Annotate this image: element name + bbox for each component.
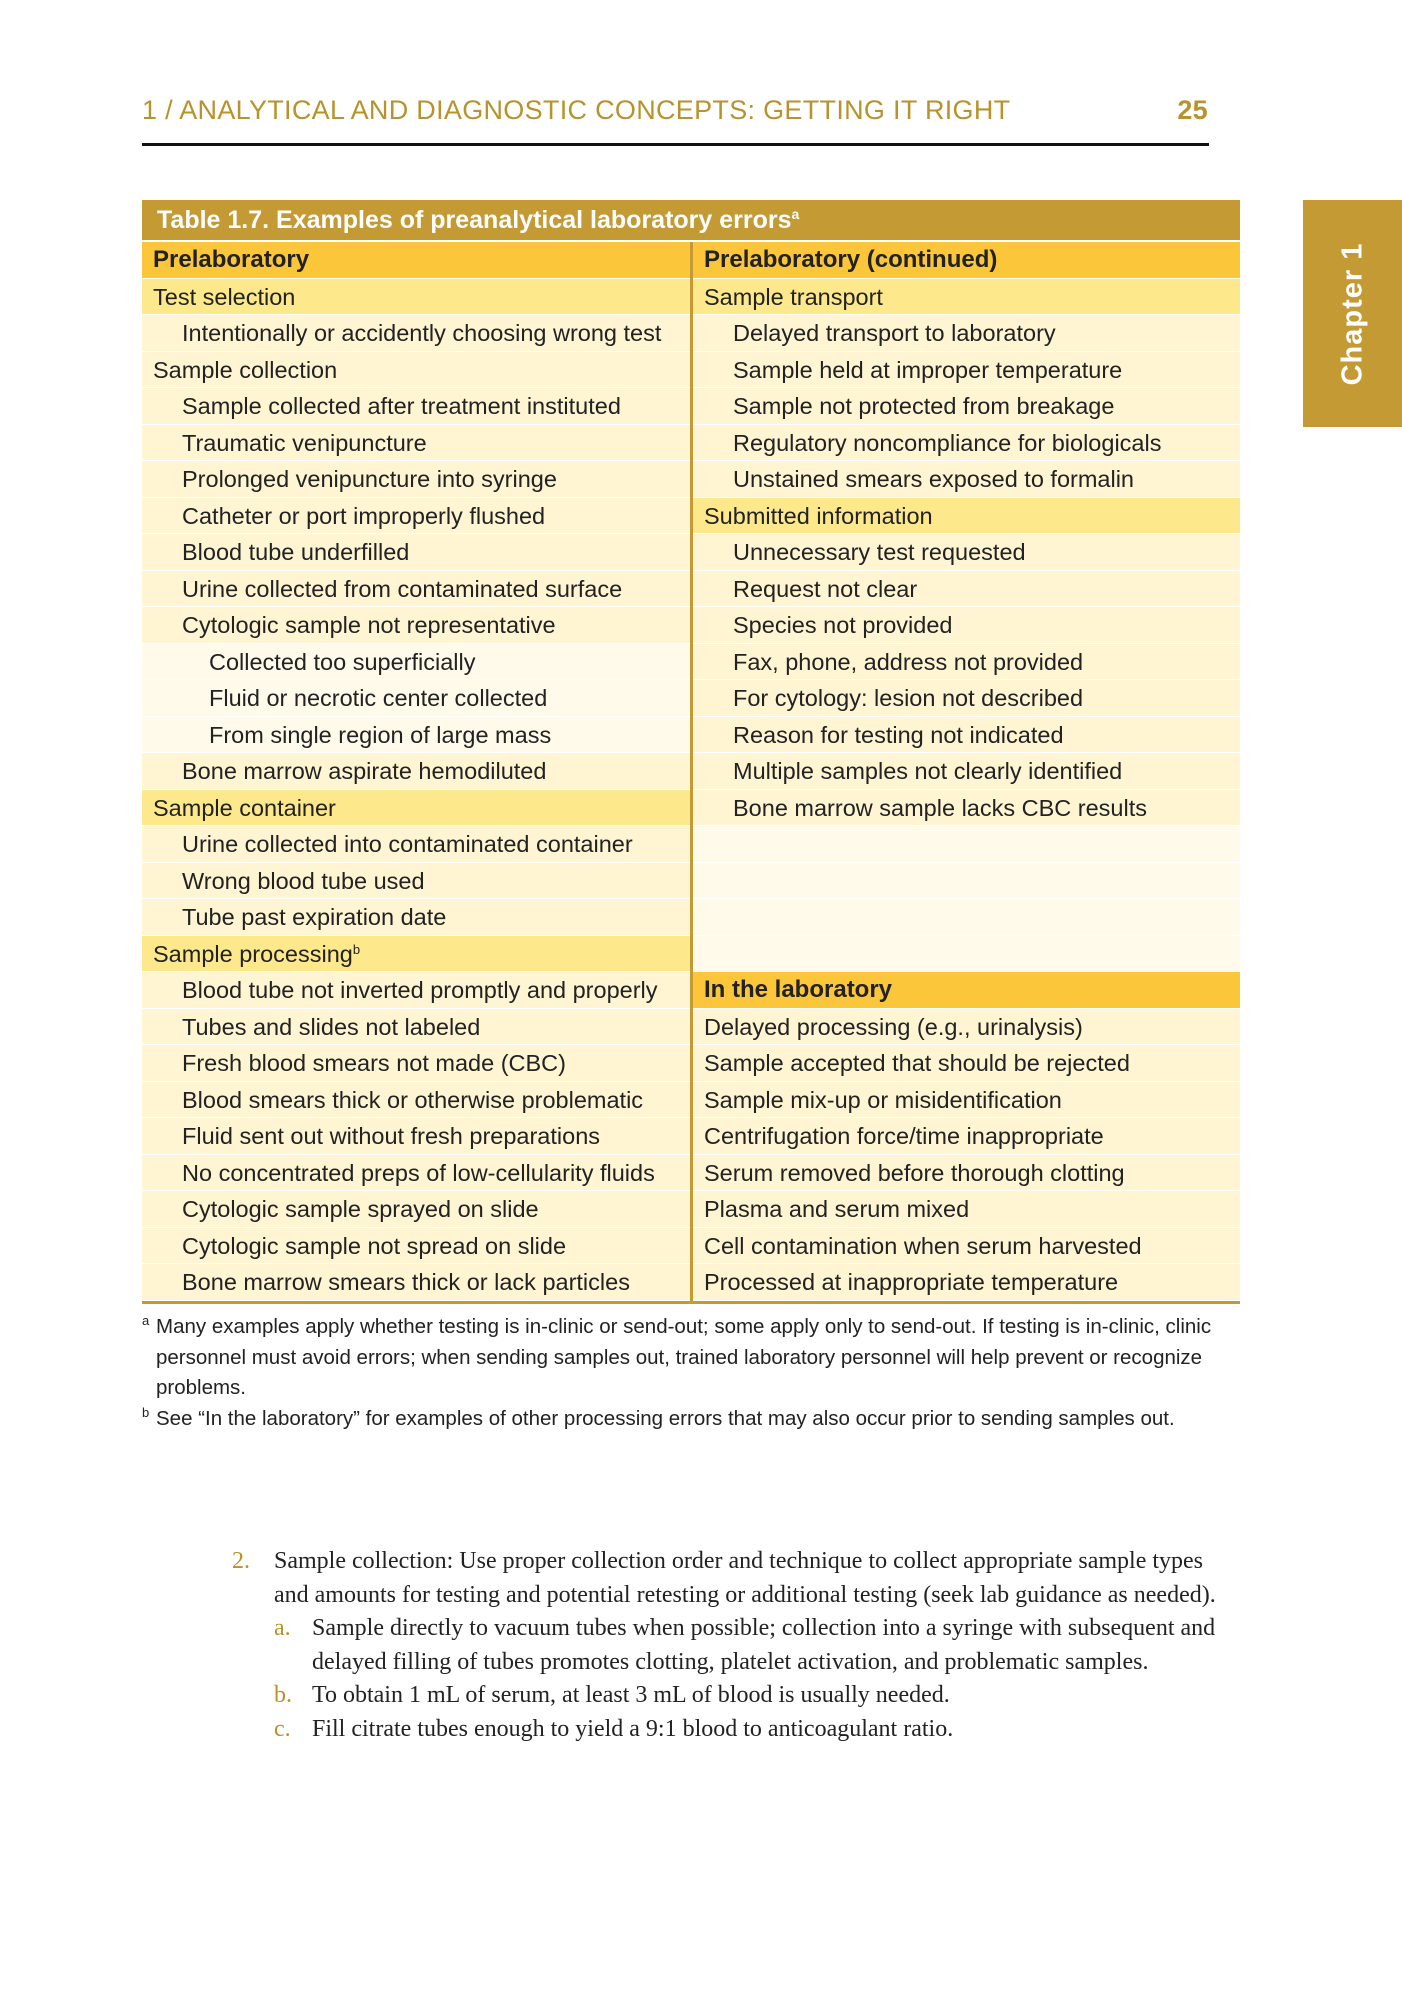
table-cell-text: From single region of large mass <box>209 721 552 748</box>
table-cell-text: Sample container <box>153 794 336 821</box>
errors-table <box>142 200 1240 1304</box>
table-cell-text: No concentrated preps of low-cellularity fluids <box>182 1159 655 1186</box>
footnote-a-text: Many examples apply whether testing is in-clinic or send-out; some apply only to send-out. If testing is in-clinic, clinic personnel must avoid errors; when sending samples out, trained laboratory personnel will help prevent or recognize problems. <box>156 1315 1212 1399</box>
table-cell-text: For cytology: lesion not described <box>733 685 1084 711</box>
table-empty-cell <box>693 826 1240 863</box>
table-row <box>693 753 1240 790</box>
table-cell-text: In the laboratory <box>704 976 893 1003</box>
footnote-a-mark: a <box>142 1313 150 1328</box>
table-row <box>142 498 690 535</box>
body-text <box>232 1545 1222 1746</box>
table-row <box>693 717 1240 754</box>
table-cell-text: Cytologic sample not representative <box>182 612 556 638</box>
table-cell-text: Cytologic sample sprayed on slide <box>182 1196 539 1222</box>
table-cell-text: Sample accepted that should be rejected <box>704 1050 1130 1076</box>
table-row <box>142 899 690 936</box>
table-caption-text: Table 1.7. Examples of preanalytical laboratory errors <box>157 206 792 234</box>
table-cell-text: Reason for testing not indicated <box>733 721 1064 748</box>
table-cell-text: Blood smears thick or otherwise problematic <box>182 1086 644 1113</box>
table-cell-text: Request not clear <box>733 575 918 602</box>
table-row <box>142 425 690 462</box>
table-row <box>693 1009 1240 1046</box>
table-row <box>693 790 1240 827</box>
table-row <box>142 1191 690 1228</box>
table-caption-footnote-mark: a <box>791 206 800 222</box>
table-row <box>142 680 690 717</box>
table-row <box>693 315 1240 352</box>
table-row <box>142 826 690 863</box>
table-cell-text: Plasma and serum mixed <box>704 1196 970 1222</box>
table-row <box>693 425 1240 462</box>
table-cell-text: Bone marrow smears thick or lack particles <box>182 1269 630 1295</box>
table-row <box>142 571 690 608</box>
list-item-text: Sample collection: Use proper collection order and technique to collect appropriate sample types and amounts for testing and potential retesting or additional testing (seek lab guidance as needed). <box>274 1548 1216 1608</box>
table-row <box>142 534 690 571</box>
table-cell-text: Urine collected from contaminated surface <box>182 575 623 602</box>
table-row <box>693 972 1240 1009</box>
table-row <box>142 936 690 973</box>
table-cell-text: Wrong blood tube used <box>182 867 425 894</box>
sub-item-b-label: b. <box>274 1682 292 1708</box>
table-cell-text: Sample collection <box>153 356 338 383</box>
table-cell-text: Submitted information <box>704 502 933 529</box>
table-row <box>693 644 1240 681</box>
list-item-number: 2. <box>232 1548 250 1574</box>
table-cell-text: Fax, phone, address not provided <box>733 648 1084 675</box>
page-number: 25 <box>1177 95 1208 125</box>
sub-item-a-label: a. <box>274 1615 291 1641</box>
table-row <box>142 1045 690 1082</box>
table-empty-cell <box>693 863 1240 900</box>
table-row <box>142 1009 690 1046</box>
sub-item-a <box>274 1612 1222 1679</box>
table-cell-text: Centrifugation force/time inappropriate <box>704 1123 1104 1149</box>
table-cell-text: Delayed transport to laboratory <box>733 320 1056 346</box>
table-row <box>142 279 690 316</box>
table-cell-text: Sample processing <box>153 940 353 967</box>
table-row <box>693 352 1240 389</box>
table-cell-text: Prolonged venipuncture into syringe <box>182 466 557 492</box>
sub-item-b-text: To obtain 1 mL of serum, at least 3 mL of blood is usually needed. <box>312 1682 950 1708</box>
sub-item-c <box>274 1713 1222 1747</box>
right-column-header: Prelaboratory (continued) <box>693 242 1240 279</box>
sub-item-c-text: Fill citrate tubes enough to yield a 9:1 blood to anticoagulant ratio. <box>312 1715 954 1742</box>
table-row <box>693 534 1240 571</box>
table-empty-cell <box>693 936 1240 973</box>
table-cell-text: Serum removed before thorough clotting <box>704 1159 1125 1186</box>
footnote-b-mark: b <box>142 1404 150 1420</box>
footnote-mark: b <box>352 941 361 957</box>
table-cell-text: Urine collected into contaminated container <box>182 831 633 857</box>
table-row <box>693 1228 1240 1265</box>
table-row <box>142 1264 690 1301</box>
table-cell-text: Species not provided <box>733 612 953 638</box>
sub-item-c-label: c. <box>274 1715 291 1742</box>
table-cell-text: Fresh blood smears not made (CBC) <box>182 1050 566 1076</box>
table-row <box>693 1264 1240 1301</box>
table-cell-text: Unstained smears exposed to formalin <box>733 466 1135 492</box>
table-cell-text: Traumatic venipuncture <box>182 429 427 456</box>
table-cell-text: Catheter or port improperly flushed <box>182 502 546 529</box>
table-cell-text: Blood tube underfilled <box>182 539 410 565</box>
table-bottom-rule <box>142 1301 1240 1304</box>
table-row <box>142 1082 690 1119</box>
table-row <box>142 607 690 644</box>
table-row <box>693 1155 1240 1192</box>
table-row <box>142 461 690 498</box>
sub-item-b <box>274 1679 1222 1713</box>
table-cell-text: Fluid or necrotic center collected <box>209 685 548 711</box>
table-cell-text: Fluid sent out without fresh preparations <box>182 1123 601 1149</box>
table-empty-cell <box>693 899 1240 936</box>
table-row <box>142 790 690 827</box>
table-cell-text: Processed at inappropriate temperature <box>704 1269 1119 1295</box>
table-cell-text: Tubes and slides not labeled <box>182 1013 481 1040</box>
table-cell-text: Sample transport <box>704 283 883 310</box>
table-cell-text: Regulatory noncompliance for biologicals <box>733 429 1162 456</box>
table-row <box>142 1118 690 1155</box>
table-row <box>693 607 1240 644</box>
table-row <box>693 1191 1240 1228</box>
chapter-tab <box>1303 200 1402 427</box>
table-cell-text: Sample held at improper temperature <box>733 356 1123 383</box>
left-column-header: Prelaboratory <box>142 242 690 279</box>
table-cell-text: Bone marrow aspirate hemodiluted <box>182 758 547 784</box>
table-row <box>693 571 1240 608</box>
list-item-2 <box>232 1545 1222 1612</box>
footnote-a <box>142 1312 1240 1404</box>
header-rule <box>142 143 1209 146</box>
table-row <box>693 498 1240 535</box>
table-row <box>693 680 1240 717</box>
table-cell-text: Blood tube not inverted promptly and properly <box>182 977 658 1003</box>
table-row <box>142 1155 690 1192</box>
table-row <box>142 352 690 389</box>
sub-item-a-text: Sample directly to vacuum tubes when possible; collection into a syringe with subsequent and delayed filling of tubes promotes clotting, platelet activation, and problematic samples. <box>312 1615 1216 1675</box>
table-cell-text: Delayed processing (e.g., urinalysis) <box>704 1013 1083 1040</box>
running-head <box>142 93 1208 133</box>
table-cell-text: Sample mix-up or misidentification <box>704 1086 1062 1113</box>
table-row <box>693 1118 1240 1155</box>
table-cell-text: Cytologic sample not spread on slide <box>182 1232 567 1259</box>
table-row <box>693 1082 1240 1119</box>
table-cell-text: Cell contamination when serum harvested <box>704 1232 1142 1259</box>
table-row <box>142 644 690 681</box>
table-row <box>693 461 1240 498</box>
table-left-column <box>142 242 693 1301</box>
table-row <box>142 717 690 754</box>
table-cell-text: Test selection <box>153 283 296 310</box>
table-cell-text: Multiple samples not clearly identified <box>733 758 1123 784</box>
chapter-tab-label: Chapter 1 <box>1336 242 1368 385</box>
table-row <box>693 388 1240 425</box>
table-cell-text: Intentionally or accidently choosing wrong test <box>182 320 662 346</box>
table-row <box>142 388 690 425</box>
table-cell-text: Unnecessary test requested <box>733 539 1026 565</box>
table-cell-text: Collected too superficially <box>209 648 476 675</box>
table-row <box>142 315 690 352</box>
table-footnotes <box>142 1312 1240 1434</box>
table-row <box>142 1228 690 1265</box>
table-row <box>142 753 690 790</box>
table-row <box>693 279 1240 316</box>
table-cell-text: Sample not protected from breakage <box>733 393 1115 419</box>
footnote-b-text: See “In the laboratory” for examples of other processing errors that may also occur prior to sending samples out. <box>156 1406 1175 1430</box>
table-row <box>142 863 690 900</box>
footnote-b <box>142 1404 1240 1435</box>
running-head-title: 1 / ANALYTICAL AND DIAGNOSTIC CONCEPTS: GETTING IT RIGHT <box>142 95 1011 125</box>
table-cell-text: Tube past expiration date <box>182 904 447 930</box>
table-caption <box>142 200 1240 240</box>
table-row <box>693 1045 1240 1082</box>
table-cell-text: Sample collected after treatment instituted <box>182 393 621 419</box>
table-row <box>142 972 690 1009</box>
table-right-column <box>693 242 1240 1301</box>
table-cell-text: Bone marrow sample lacks CBC results <box>733 794 1147 821</box>
